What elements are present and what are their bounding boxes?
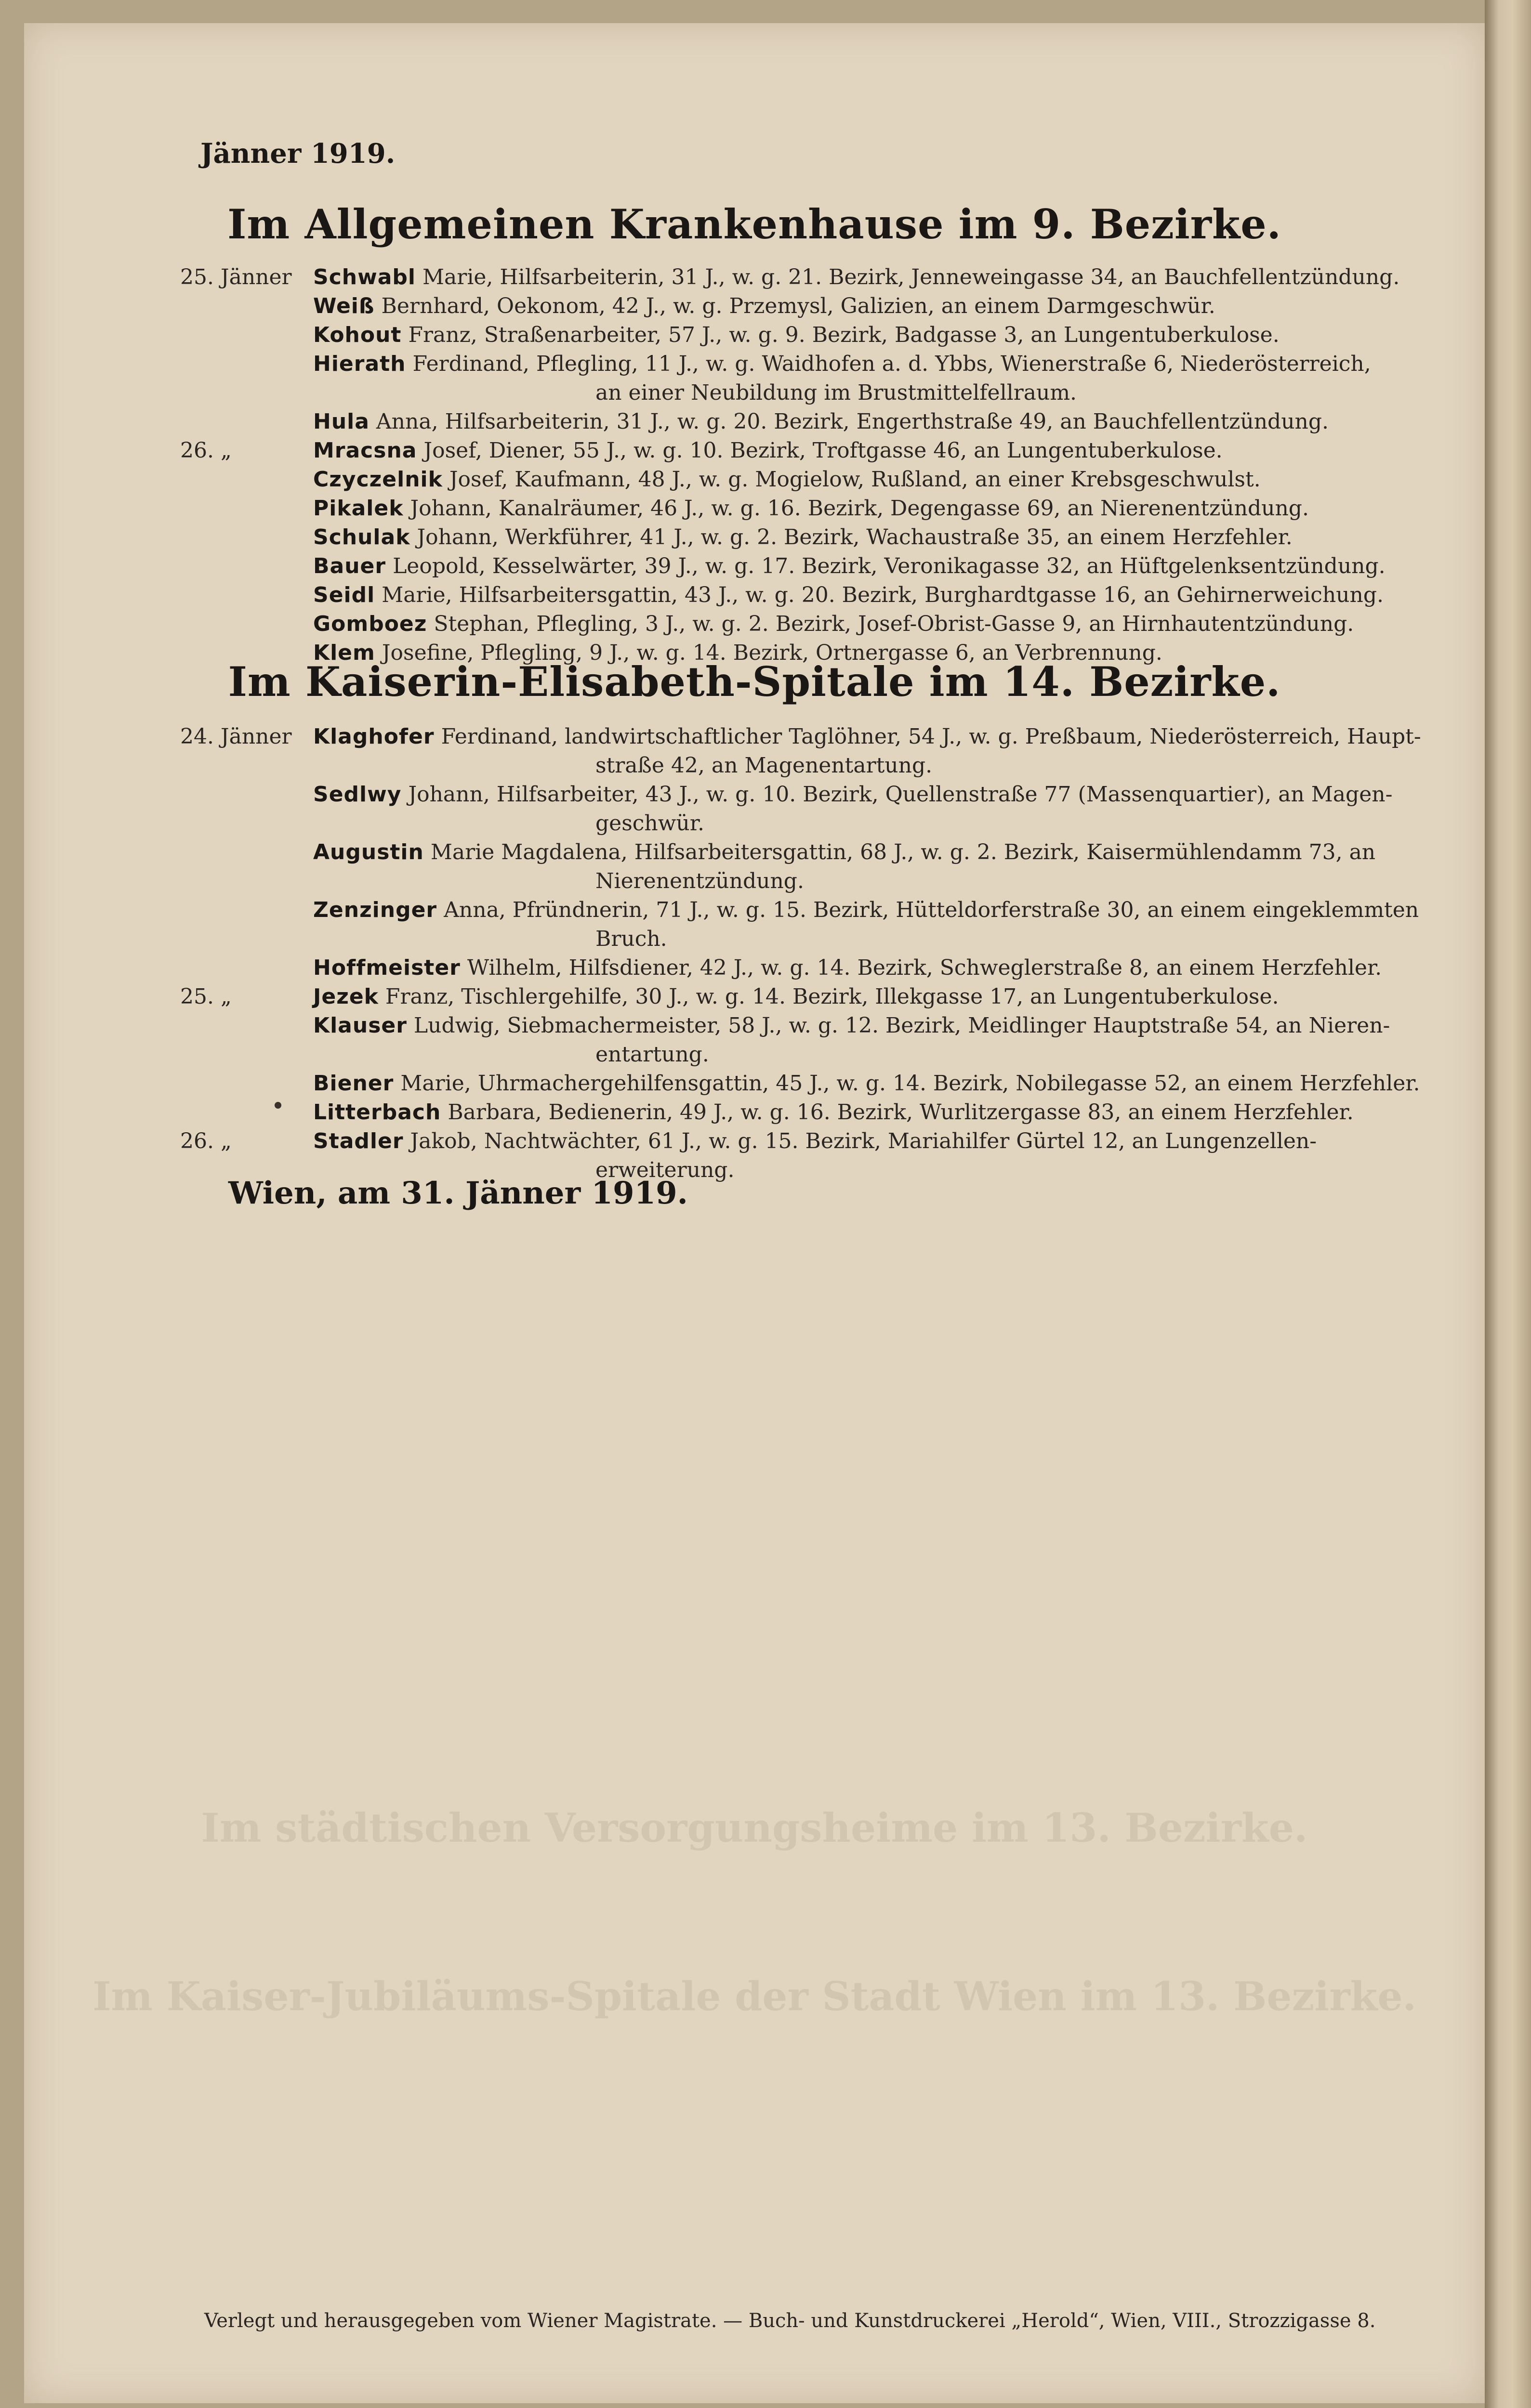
entry-details: Franz, Tischlergehilfe, 30 J., w. g. 14. Bezirk, Illekgasse 17, an Lungentuberkulose. [378, 984, 1279, 1009]
entry-body [313, 294, 1465, 318]
entry-continuation-line [24, 927, 1485, 955]
section-heading-kaiserin-elisabeth-spital: Im Kaiserin-Elisabeth-Spitale im 14. Bezirke. [228, 658, 1281, 706]
entry-date: 26. „ [180, 1129, 232, 1153]
entry-body [313, 612, 1465, 636]
entry-details: Ferdinand, Pflegling, 11 J., w. g. Waidhofen a. d. Ybbs, Wienerstraße 6, Niederösterreich, [406, 352, 1371, 376]
entry-details: Jakob, Nachtwächter, 61 J., w. g. 15. Bezirk, Mariahilfer Gürtel 12, an Lungenzellen- [403, 1129, 1317, 1153]
death-record-entry [24, 1129, 1485, 1158]
surname: Klaghofer [313, 724, 435, 749]
entry-body [313, 265, 1465, 289]
entry-body [313, 1100, 1465, 1125]
entry-details: Leopold, Kesselwärter, 39 J., w. g. 17. Bezirk, Veronikagasse 32, an Hüftgelenksentzündung. [386, 554, 1386, 578]
entry-body [595, 811, 1465, 836]
entry-details: Marie, Uhrmachergehilfensgattin, 45 J., w. g. 14. Bezirk, Nobilegasse 52, an einem Herzfehler. [394, 1071, 1420, 1096]
surname: Kohout [313, 323, 402, 347]
entry-details: Marie, Hilfsarbeitersgattin, 43 J., w. g. 20. Bezirk, Burghardtgasse 16, an Gehirnerweichung. [375, 583, 1384, 607]
death-record-entry [24, 1013, 1485, 1042]
surname: Zenzinger [313, 898, 437, 922]
death-record-entry [24, 409, 1485, 438]
entry-details: Ludwig, Siebmachermeister, 58 J., w. g. 12. Bezirk, Meidlinger Hauptstraße 54, an Nieren- [407, 1013, 1390, 1038]
entry-body [313, 496, 1465, 521]
entry-details: Stephan, Pflegling, 3 J., w. g. 2. Bezirk, Josef-Obrist-Gasse 9, an Hirnhautentzündung. [427, 612, 1354, 636]
section-entries-kaiserin-elisabeth-spital [24, 724, 1485, 1187]
closing-place-date: Wien, am 31. Jänner 1919. [228, 1175, 688, 1211]
death-record-entry [24, 467, 1485, 496]
entry-details: an einer Neubildung im Brustmittelfellraum. [595, 380, 1077, 405]
entry-continuation-line [24, 1042, 1485, 1071]
entry-continuation-line [24, 811, 1485, 840]
surname: Bauer [313, 554, 386, 578]
surname: Stadler [313, 1129, 404, 1153]
entry-body [595, 927, 1465, 951]
entry-body [313, 840, 1465, 864]
entry-details: Josef, Kaufmann, 48 J., w. g. Mogielow, Rußland, an einer Krebsgeschwulst. [442, 467, 1261, 492]
death-record-entry [24, 724, 1485, 753]
death-record-entry [24, 1071, 1485, 1100]
entry-continuation-line [24, 753, 1485, 782]
entry-body [313, 554, 1465, 578]
entry-details: Johann, Hilfsarbeiter, 43 J., w. g. 10. Bezirk, Quellenstraße 77 (Massenquartier), an Magen- [401, 782, 1393, 807]
entry-details: Johann, Kanalräumer, 46 J., w. g. 16. Bezirk, Degengasse 69, an Nierenentzündung. [403, 496, 1309, 521]
surname: Klauser [313, 1013, 407, 1038]
entry-continuation-line [24, 869, 1485, 898]
entry-details: entartung. [595, 1042, 709, 1067]
entry-details: Ferdinand, landwirtschaftlicher Taglöhner, 54 J., w. g. Preßbaum, Niederösterreich, Haupt- [434, 724, 1421, 749]
death-record-entry [24, 294, 1485, 323]
entry-body [313, 898, 1465, 922]
entry-body [313, 438, 1465, 463]
surname: Czyczelnik [313, 467, 443, 492]
death-record-entry [24, 955, 1485, 984]
section-heading-allgemeines-krankenhaus: Im Allgemeinen Krankenhause im 9. Bezirke. [227, 200, 1281, 248]
death-record-entry [24, 554, 1485, 583]
entry-details: Marie Magdalena, Hilfsarbeitersgattin, 68 J., w. g. 2. Bezirk, Kaisermühlendamm 73, an [423, 840, 1376, 864]
entry-body [313, 583, 1465, 607]
entry-details: Nierenentzündung. [595, 869, 804, 893]
surname: Augustin [313, 840, 424, 864]
entry-body [595, 380, 1465, 405]
entry-details: Johann, Werkführer, 41 J., w. g. 2. Bezirk, Wachaustraße 35, an einem Herzfehler. [410, 525, 1293, 550]
document-page [24, 23, 1485, 2403]
entry-body [595, 1042, 1465, 1067]
entry-date: 26. „ [180, 438, 232, 463]
ink-smudge [275, 1102, 281, 1109]
entry-details: Bernhard, Oekonom, 42 J., w. g. Przemysl, Galizien, an einem Darmgeschwür. [374, 294, 1215, 318]
entry-body [313, 352, 1465, 376]
entry-body [313, 1129, 1465, 1153]
entry-date: 25. „ [180, 984, 232, 1009]
entry-details: Franz, Straßenarbeiter, 57 J., w. g. 9. Bezirk, Badgasse 3, an Lungentuberkulose. [401, 323, 1280, 347]
entry-details: Anna, Hilfsarbeiterin, 31 J., w. g. 20. Bezirk, Engerthstraße 49, an Bauchfellentzündung. [369, 409, 1329, 434]
entry-continuation-line [24, 380, 1485, 409]
entry-body [313, 1013, 1465, 1038]
entry-details: Josefine, Pflegling, 9 J., w. g. 14. Bezirk, Ortnergasse 6, an Verbrennung. [375, 641, 1162, 665]
surname: Klem [313, 641, 375, 665]
entry-body [313, 984, 1465, 1009]
surname: Hula [313, 409, 370, 434]
entry-body [313, 955, 1465, 980]
entry-details: geschwür. [595, 811, 704, 836]
entry-details: Bruch. [595, 927, 667, 951]
entry-details: erweiterung. [595, 1158, 735, 1182]
entry-date: 24. Jänner [180, 724, 292, 749]
publisher-footer: Verlegt und herausgegeben vom Wiener Magistrate. — Buch- und Kunstdruckerei „Herold“, Wien, VIII., Strozzigasse 8. [204, 2310, 1376, 2332]
death-record-entry [24, 840, 1485, 869]
death-record-entry [24, 323, 1485, 352]
surname: Hoffmeister [313, 955, 461, 980]
death-record-entry [24, 496, 1485, 525]
surname: Litterbach [313, 1100, 441, 1125]
surname: Mracsna [313, 438, 417, 463]
entry-body [595, 753, 1465, 778]
death-record-entry [24, 1100, 1485, 1129]
entry-body [313, 724, 1465, 749]
entry-body [313, 525, 1465, 550]
surname: Jezek [313, 984, 379, 1009]
death-record-entry [24, 984, 1485, 1013]
surname: Pikalek [313, 496, 404, 521]
entry-details: Marie, Hilfsarbeiterin, 31 J., w. g. 21. Bezirk, Jenneweingasse 34, an Bauchfellentzündung. [416, 265, 1400, 289]
surname: Schwabl [313, 265, 416, 289]
entry-body [313, 1071, 1465, 1096]
entry-details: Wilhelm, Hilfsdiener, 42 J., w. g. 14. Bezirk, Schweglerstraße 8, an einem Herzfehler. [460, 955, 1382, 980]
surname: Schulak [313, 525, 410, 550]
death-record-entry [24, 352, 1485, 380]
surname: Seidl [313, 583, 375, 607]
page-date: Jänner 1919. [200, 138, 396, 170]
death-record-entry [24, 525, 1485, 554]
entry-details: Anna, Pfründnerin, 71 J., w. g. 15. Bezirk, Hütteldorferstraße 30, an einem eingeklemmten [437, 898, 1419, 922]
bleed-through-heading: Im Kaiser-Jubiläums-Spitale der Stadt Wien im 13. Bezirke. [92, 1974, 1417, 2020]
entry-date: 25. Jänner [180, 265, 292, 289]
book-spine-edge [1485, 0, 1531, 2408]
surname: Sedlwy [313, 782, 402, 807]
section-entries-allgemeines-krankenhaus [24, 265, 1485, 669]
entry-body [313, 782, 1465, 807]
death-record-entry [24, 583, 1485, 612]
entry-body [313, 467, 1465, 492]
death-record-entry [24, 438, 1485, 467]
entry-details: Josef, Diener, 55 J., w. g. 10. Bezirk, Troftgasse 46, an Lungentuberkulose. [417, 438, 1223, 463]
death-record-entry [24, 612, 1485, 641]
entry-details: straße 42, an Magenentartung. [595, 753, 933, 778]
entry-body [595, 869, 1465, 893]
entry-body [313, 323, 1465, 347]
death-record-entry [24, 782, 1485, 811]
entry-body [595, 1158, 1465, 1182]
death-record-entry [24, 265, 1485, 294]
bleed-through-heading: Im städtischen Versorgungsheime im 13. Bezirke. [201, 1805, 1308, 1851]
surname: Biener [313, 1071, 394, 1096]
entry-body [313, 409, 1465, 434]
surname: Gomboez [313, 612, 427, 636]
entry-details: Barbara, Bedienerin, 49 J., w. g. 16. Bezirk, Wurlitzergasse 83, an einem Herzfehler. [441, 1100, 1354, 1125]
death-record-entry [24, 898, 1485, 927]
surname: Hierath [313, 352, 406, 376]
surname: Weiß [313, 294, 375, 318]
